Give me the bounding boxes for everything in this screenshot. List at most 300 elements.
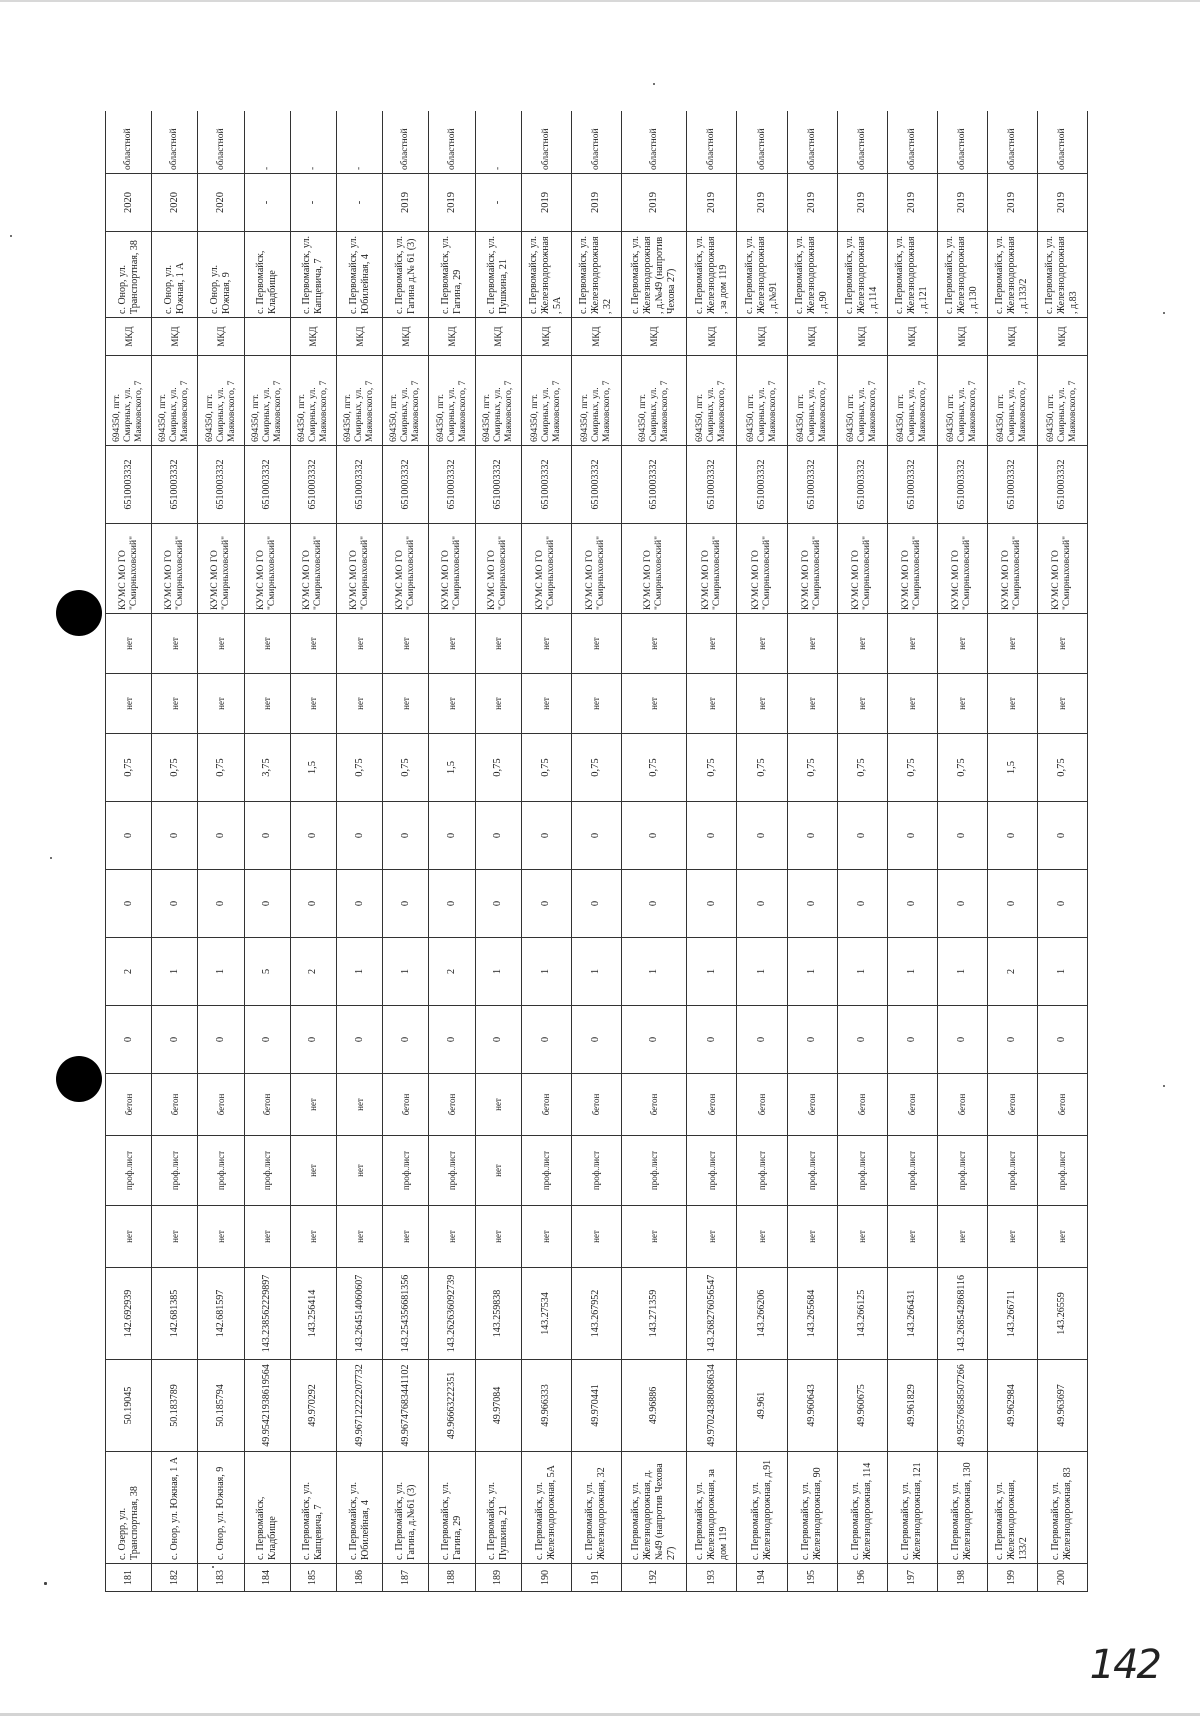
cell-inn: 6510003332: [621, 446, 686, 524]
cell-num: 190: [521, 1564, 571, 1592]
cell-inn: 6510003332: [737, 446, 787, 524]
scan-speck: [653, 83, 655, 85]
cell-c13: нет: [737, 674, 787, 734]
cell-legal-addr: 694350, пгт. Смирных, ул. Маяковского, 7: [787, 356, 837, 446]
cell-owner: КУМС МО ГО "Смирныховский": [244, 524, 290, 614]
cell-mkd: МКД: [383, 318, 429, 356]
cell-place: с. Первомайск, ул. Юбилейная, 4: [337, 232, 383, 318]
cell-c11: 0: [383, 802, 429, 870]
cell-fence: проф.лист: [937, 1136, 987, 1206]
cell-source: областной: [887, 111, 937, 174]
cell-year: -: [475, 174, 521, 232]
cell-year: 2019: [571, 174, 621, 232]
cell-base: бетон: [429, 1074, 475, 1136]
cell-place: с. Первомайск, ул. Железнодорожная, д.133/2: [987, 232, 1037, 318]
handwritten-page-number: 142: [1089, 1642, 1160, 1688]
scan-speck: [44, 1582, 47, 1585]
cell-c9: 1: [152, 938, 198, 1006]
cell-legal-addr: 694350, пгт. Смирных, ул. Маяковского, 7: [429, 356, 475, 446]
cell-lon: 143.268542868116: [937, 1268, 987, 1360]
table-row: [429, 111, 475, 1592]
cell-c11: 0: [198, 802, 244, 870]
cell-lat: 49.97084: [475, 1360, 521, 1452]
cell-lat: 49.970292: [290, 1360, 336, 1452]
cell-address: с. Первомайск, ул. Пушкина, 21: [475, 1452, 521, 1564]
cell-cover: нет: [837, 1206, 887, 1268]
cell-c9: 2: [290, 938, 336, 1006]
cell-lat: 49.960643: [787, 1360, 837, 1452]
cell-c13: нет: [987, 674, 1037, 734]
cell-c10: 0: [429, 870, 475, 938]
table-row: [987, 111, 1037, 1592]
cell-c8: 0: [571, 1006, 621, 1074]
cell-lon: 143.267952: [571, 1268, 621, 1360]
cell-lat: 49.97024388068634: [687, 1360, 737, 1452]
cell-base: нет: [475, 1074, 521, 1136]
cell-c10: 0: [383, 870, 429, 938]
cell-lat: 50.183789: [152, 1360, 198, 1452]
cell-place: с. Первомайск, ул. Железнодорожная, д.121: [887, 232, 937, 318]
cell-c12: 0,75: [737, 734, 787, 802]
cell-address: с. Первомайск, ул. Железнодорожная, 5А: [521, 1452, 571, 1564]
cell-owner: КУМС МО ГО "Смирныховский": [687, 524, 737, 614]
cell-c11: 0: [244, 802, 290, 870]
cell-c12: 0,75: [521, 734, 571, 802]
cell-year: 2019: [429, 174, 475, 232]
cell-lon: 143.256414: [290, 1268, 336, 1360]
cell-c13: нет: [837, 674, 887, 734]
cell-fence: нет: [337, 1136, 383, 1206]
cell-address: с. Первомайск, ул. Железнодорожная, 32: [571, 1452, 621, 1564]
cell-lon: 143.265684: [787, 1268, 837, 1360]
cell-c12: 1,5: [429, 734, 475, 802]
cell-lon: 143.254356681356: [383, 1268, 429, 1360]
cell-lat: 50.185794: [198, 1360, 244, 1452]
cell-year: 2019: [383, 174, 429, 232]
cell-base: бетон: [198, 1074, 244, 1136]
cell-year: 2020: [106, 174, 152, 232]
cell-c8: 0: [383, 1006, 429, 1074]
cell-fence: проф.лист: [383, 1136, 429, 1206]
cell-c12: 0,75: [383, 734, 429, 802]
cell-c9: 2: [987, 938, 1037, 1006]
cell-c14: нет: [198, 614, 244, 674]
cell-inn: 6510003332: [475, 446, 521, 524]
cell-mkd: МКД: [290, 318, 336, 356]
cell-address: с. Первомайск, ул. Железнодорожная, 133/2: [987, 1452, 1037, 1564]
cell-c11: 0: [621, 802, 686, 870]
cell-c10: 0: [198, 870, 244, 938]
cell-mkd: МКД: [106, 318, 152, 356]
cell-num: 183: [198, 1564, 244, 1592]
cell-c14: нет: [937, 614, 987, 674]
cell-place: с. Первомайск, ул. Гагина, 29: [429, 232, 475, 318]
cell-c9: 1: [475, 938, 521, 1006]
scan-speck: [1163, 1085, 1165, 1087]
cell-base: бетон: [687, 1074, 737, 1136]
cell-c8: 0: [337, 1006, 383, 1074]
punch-hole: [56, 590, 102, 636]
cell-owner: КУМС МО ГО "Смирныховский": [152, 524, 198, 614]
cell-c8: 0: [521, 1006, 571, 1074]
cell-base: бетон: [106, 1074, 152, 1136]
cell-num: 197: [887, 1564, 937, 1592]
cell-cover: нет: [737, 1206, 787, 1268]
cell-lon: 143.264514060607: [337, 1268, 383, 1360]
cell-lat: 49.96886: [621, 1360, 686, 1452]
cell-inn: 6510003332: [429, 446, 475, 524]
cell-inn: 6510003332: [837, 446, 887, 524]
cell-lat: 49.96747683441102: [383, 1360, 429, 1452]
cell-source: областной: [987, 111, 1037, 174]
cell-mkd: МКД: [337, 318, 383, 356]
cell-base: бетон: [887, 1074, 937, 1136]
cell-c8: 0: [887, 1006, 937, 1074]
cell-c14: нет: [106, 614, 152, 674]
cell-num: 188: [429, 1564, 475, 1592]
cell-fence: нет: [290, 1136, 336, 1206]
cell-c11: 0: [475, 802, 521, 870]
cell-c8: 0: [198, 1006, 244, 1074]
cell-c13: нет: [198, 674, 244, 734]
cell-address: с. Первомайск, ул. Железнодорожная, 90: [787, 1452, 837, 1564]
cell-mkd: МКД: [152, 318, 198, 356]
cell-cover: нет: [198, 1206, 244, 1268]
cell-place: с. Онор, ул. Транспортная, 38: [106, 232, 152, 318]
cell-c10: 0: [521, 870, 571, 938]
cell-fence: проф.лист: [106, 1136, 152, 1206]
cell-fence: проф.лист: [429, 1136, 475, 1206]
cell-mkd: МКД: [687, 318, 737, 356]
cell-lat: 49.96663222351: [429, 1360, 475, 1452]
cell-c13: нет: [244, 674, 290, 734]
cell-owner: КУМС МО ГО "Смирныховский": [198, 524, 244, 614]
cell-cover: нет: [244, 1206, 290, 1268]
cell-fence: проф.лист: [887, 1136, 937, 1206]
cell-year: -: [290, 174, 336, 232]
cell-c9: 5: [244, 938, 290, 1006]
cell-c11: 0: [1037, 802, 1087, 870]
cell-owner: КУМС МО ГО "Смирныховский": [1037, 524, 1087, 614]
cell-c10: 0: [244, 870, 290, 938]
cell-fence: нет: [475, 1136, 521, 1206]
table-row: [152, 111, 198, 1592]
cell-year: 2019: [687, 174, 737, 232]
cell-c11: 0: [987, 802, 1037, 870]
cell-mkd: МКД: [737, 318, 787, 356]
cell-legal-addr: 694350, пгт. Смирных, ул. Маяковского, 7: [1037, 356, 1087, 446]
cell-source: областной: [687, 111, 737, 174]
cell-c12: 0,75: [106, 734, 152, 802]
cell-cover: нет: [337, 1206, 383, 1268]
cell-c14: нет: [837, 614, 887, 674]
cell-c10: 0: [1037, 870, 1087, 938]
cell-num: 181: [106, 1564, 152, 1592]
cell-legal-addr: 694350, пгт. Смирных, ул. Маяковского, 7: [383, 356, 429, 446]
cell-base: бетон: [244, 1074, 290, 1136]
cell-place: с. Первомайск, ул. Железнодорожная, д.83: [1037, 232, 1087, 318]
cell-year: 2019: [987, 174, 1037, 232]
cell-fence: проф.лист: [987, 1136, 1037, 1206]
cell-place: с. Онор, ул. Южная, 9: [198, 232, 244, 318]
cell-base: бетон: [987, 1074, 1037, 1136]
cell-c8: 0: [837, 1006, 887, 1074]
cell-c10: 0: [737, 870, 787, 938]
cell-place: с. Онор, ул. Южная, 1 А: [152, 232, 198, 318]
cell-legal-addr: 694350, пгт. Смирных, ул. Маяковского, 7: [475, 356, 521, 446]
cell-base: бетон: [571, 1074, 621, 1136]
cell-cover: нет: [787, 1206, 837, 1268]
cell-source: областной: [787, 111, 837, 174]
table-row: [290, 111, 336, 1592]
cell-source: областной: [383, 111, 429, 174]
cell-lon: 143.266206: [737, 1268, 787, 1360]
cell-address: с. Первомайск, ул. Капцевича, 7: [290, 1452, 336, 1564]
cell-lat: 49.963697: [1037, 1360, 1087, 1452]
cell-c8: 0: [152, 1006, 198, 1074]
cell-c10: 0: [837, 870, 887, 938]
cell-c10: 0: [152, 870, 198, 938]
cell-c9: 1: [687, 938, 737, 1006]
cell-base: бетон: [621, 1074, 686, 1136]
cell-num: 185: [290, 1564, 336, 1592]
cell-c12: 0,75: [837, 734, 887, 802]
cell-c12: 0,75: [337, 734, 383, 802]
cell-cover: нет: [1037, 1206, 1087, 1268]
cell-source: областной: [937, 111, 987, 174]
cell-c10: 0: [937, 870, 987, 938]
cell-num: 182: [152, 1564, 198, 1592]
cell-c13: нет: [937, 674, 987, 734]
cell-lon: 143.268276056547: [687, 1268, 737, 1360]
cell-c13: нет: [152, 674, 198, 734]
cell-c8: 0: [429, 1006, 475, 1074]
cell-c13: нет: [429, 674, 475, 734]
cell-cover: нет: [887, 1206, 937, 1268]
cell-cover: нет: [937, 1206, 987, 1268]
cell-c14: нет: [571, 614, 621, 674]
cell-owner: КУМС МО ГО "Смирныховский": [937, 524, 987, 614]
cell-c10: 0: [337, 870, 383, 938]
cell-legal-addr: 694350, пгт. Смирных, ул. Маяковского, 7: [987, 356, 1037, 446]
cell-c10: 0: [621, 870, 686, 938]
cell-source: -: [337, 111, 383, 174]
cell-source: -: [244, 111, 290, 174]
cell-c11: 0: [687, 802, 737, 870]
cell-c14: нет: [521, 614, 571, 674]
cell-c9: 1: [621, 938, 686, 1006]
cell-inn: 6510003332: [687, 446, 737, 524]
cell-source: -: [290, 111, 336, 174]
cell-num: 193: [687, 1564, 737, 1592]
cell-num: 198: [937, 1564, 987, 1592]
cell-inn: 6510003332: [383, 446, 429, 524]
cell-c8: 0: [621, 1006, 686, 1074]
cell-num: 194: [737, 1564, 787, 1592]
cell-lon: 143.266125: [837, 1268, 887, 1360]
cell-c8: 0: [106, 1006, 152, 1074]
cell-fence: проф.лист: [687, 1136, 737, 1206]
cell-year: 2019: [521, 174, 571, 232]
cell-legal-addr: 694350, пгт. Смирных, ул. Маяковского, 7: [152, 356, 198, 446]
cell-legal-addr: 694350, пгт. Смирных, ул. Маяковского, 7: [198, 356, 244, 446]
cell-place: с. Первомайск, ул. Железнодорожная, д.114: [837, 232, 887, 318]
cell-cover: нет: [152, 1206, 198, 1268]
cell-owner: КУМС МО ГО "Смирныховский": [837, 524, 887, 614]
cell-num: 195: [787, 1564, 837, 1592]
cell-inn: 6510003332: [887, 446, 937, 524]
cell-address: с. Первомайск, ул. Гагина, 29: [429, 1452, 475, 1564]
cell-address: с. Первомайск, ул. Железнодорожная, за дом 119: [687, 1452, 737, 1564]
cell-base: бетон: [1037, 1074, 1087, 1136]
cell-c9: 1: [1037, 938, 1087, 1006]
cell-place: с. Первомайск, ул. Железнодорожная, 32: [571, 232, 621, 318]
cell-fence: проф.лист: [737, 1136, 787, 1206]
cell-base: бетон: [521, 1074, 571, 1136]
cell-place: с. Первомайск, ул. Железнодорожная, д.130: [937, 232, 987, 318]
cell-c9: 2: [106, 938, 152, 1006]
table-row: [521, 111, 571, 1592]
cell-owner: КУМС МО ГО "Смирныховский": [337, 524, 383, 614]
cell-source: областной: [837, 111, 887, 174]
cell-lon: 143.266711: [987, 1268, 1037, 1360]
cell-owner: КУМС МО ГО "Смирныховский": [987, 524, 1037, 614]
cell-cover: нет: [383, 1206, 429, 1268]
cell-c13: нет: [621, 674, 686, 734]
cell-lat: 49.96712222207732: [337, 1360, 383, 1452]
cell-c14: нет: [475, 614, 521, 674]
cell-lon: 143.266431: [887, 1268, 937, 1360]
cell-owner: КУМС МО ГО "Смирныховский": [887, 524, 937, 614]
cell-legal-addr: 694350, пгт. Смирных, ул. Маяковского, 7: [337, 356, 383, 446]
cell-year: 2019: [1037, 174, 1087, 232]
cell-legal-addr: 694350, пгт. Смирных, ул. Маяковского, 7: [937, 356, 987, 446]
cell-place: с. Первомайск, ул. Железнодорожная, за дом 119: [687, 232, 737, 318]
cell-c13: нет: [290, 674, 336, 734]
cell-c14: нет: [737, 614, 787, 674]
cell-address: с. Первомайск, ул. Юбилейная, 4: [337, 1452, 383, 1564]
cell-num: 186: [337, 1564, 383, 1592]
cell-owner: КУМС МО ГО "Смирныховский": [106, 524, 152, 614]
cell-c8: 0: [290, 1006, 336, 1074]
cell-c11: 0: [429, 802, 475, 870]
cell-c13: нет: [337, 674, 383, 734]
cell-cover: нет: [987, 1206, 1037, 1268]
cell-place: с. Первомайск, ул. Железнодорожная, д.№49 (напротив Чехова 27): [621, 232, 686, 318]
cell-c10: 0: [887, 870, 937, 938]
table-row: [571, 111, 621, 1592]
cell-source: -: [475, 111, 521, 174]
cell-c12: 0,75: [152, 734, 198, 802]
cell-c11: 0: [571, 802, 621, 870]
cell-fence: проф.лист: [787, 1136, 837, 1206]
cell-mkd: МКД: [837, 318, 887, 356]
cell-c13: нет: [1037, 674, 1087, 734]
cell-c9: 1: [737, 938, 787, 1006]
cell-c13: нет: [687, 674, 737, 734]
scan-speck: [212, 1566, 214, 1568]
cell-c10: 0: [290, 870, 336, 938]
cell-inn: 6510003332: [106, 446, 152, 524]
cell-fence: проф.лист: [1037, 1136, 1087, 1206]
table-row: [198, 111, 244, 1592]
cell-c13: нет: [383, 674, 429, 734]
table-row: [621, 111, 686, 1592]
cell-cover: нет: [687, 1206, 737, 1268]
cell-c8: 0: [475, 1006, 521, 1074]
cell-legal-addr: 694350, пгт. Смирных, ул. Маяковского, 7: [290, 356, 336, 446]
cell-mkd: МКД: [198, 318, 244, 356]
cell-fence: проф.лист: [571, 1136, 621, 1206]
cell-c12: 0,75: [1037, 734, 1087, 802]
cell-legal-addr: 694350, пгт. Смирных, ул. Маяковского, 7: [621, 356, 686, 446]
cell-year: -: [244, 174, 290, 232]
cell-base: бетон: [383, 1074, 429, 1136]
cell-c10: 0: [987, 870, 1037, 938]
cell-source: областной: [1037, 111, 1087, 174]
cell-num: 191: [571, 1564, 621, 1592]
cell-base: бетон: [787, 1074, 837, 1136]
cell-inn: 6510003332: [521, 446, 571, 524]
table-row: [787, 111, 837, 1592]
cell-owner: КУМС МО ГО "Смирныховский": [571, 524, 621, 614]
cell-cover: нет: [290, 1206, 336, 1268]
cell-owner: КУМС МО ГО "Смирныховский": [621, 524, 686, 614]
cell-fence: проф.лист: [837, 1136, 887, 1206]
table-row: [244, 111, 290, 1592]
table-row: [475, 111, 521, 1592]
cell-base: бетон: [937, 1074, 987, 1136]
cell-source: областной: [621, 111, 686, 174]
cell-c11: 0: [837, 802, 887, 870]
cell-c11: 0: [337, 802, 383, 870]
cell-cover: нет: [429, 1206, 475, 1268]
cell-num: 187: [383, 1564, 429, 1592]
cell-place: с. Первомайск, ул. Пушкина, 21: [475, 232, 521, 318]
cell-inn: 6510003332: [244, 446, 290, 524]
cell-lat: 49.95421938619564: [244, 1360, 290, 1452]
cell-legal-addr: 694350, пгт. Смирных, ул. Маяковского, 7: [737, 356, 787, 446]
cell-c14: нет: [244, 614, 290, 674]
cell-source: областной: [737, 111, 787, 174]
cell-c13: нет: [106, 674, 152, 734]
cell-year: 2019: [837, 174, 887, 232]
cell-fence: проф.лист: [198, 1136, 244, 1206]
cell-source: областной: [198, 111, 244, 174]
cell-inn: 6510003332: [337, 446, 383, 524]
cell-inn: 6510003332: [787, 446, 837, 524]
cell-mkd: МКД: [521, 318, 571, 356]
cell-place: с. Первомайск, ул. Железнодорожная, д.90: [787, 232, 837, 318]
cell-c12: 1,5: [290, 734, 336, 802]
cell-lon: 143.27534: [521, 1268, 571, 1360]
cell-base: бетон: [737, 1074, 787, 1136]
cell-owner: КУМС МО ГО "Смирныховский": [475, 524, 521, 614]
cell-c14: нет: [1037, 614, 1087, 674]
cell-c12: 0,75: [475, 734, 521, 802]
cell-inn: 6510003332: [937, 446, 987, 524]
cell-c11: 0: [787, 802, 837, 870]
cell-c11: 0: [521, 802, 571, 870]
cell-c13: нет: [475, 674, 521, 734]
cell-lon: 142.692939: [106, 1268, 152, 1360]
cell-cover: нет: [106, 1206, 152, 1268]
cell-year: 2019: [937, 174, 987, 232]
scan-speck: [50, 857, 52, 859]
cell-fence: проф.лист: [152, 1136, 198, 1206]
table-row: [887, 111, 937, 1592]
cell-c11: 0: [290, 802, 336, 870]
